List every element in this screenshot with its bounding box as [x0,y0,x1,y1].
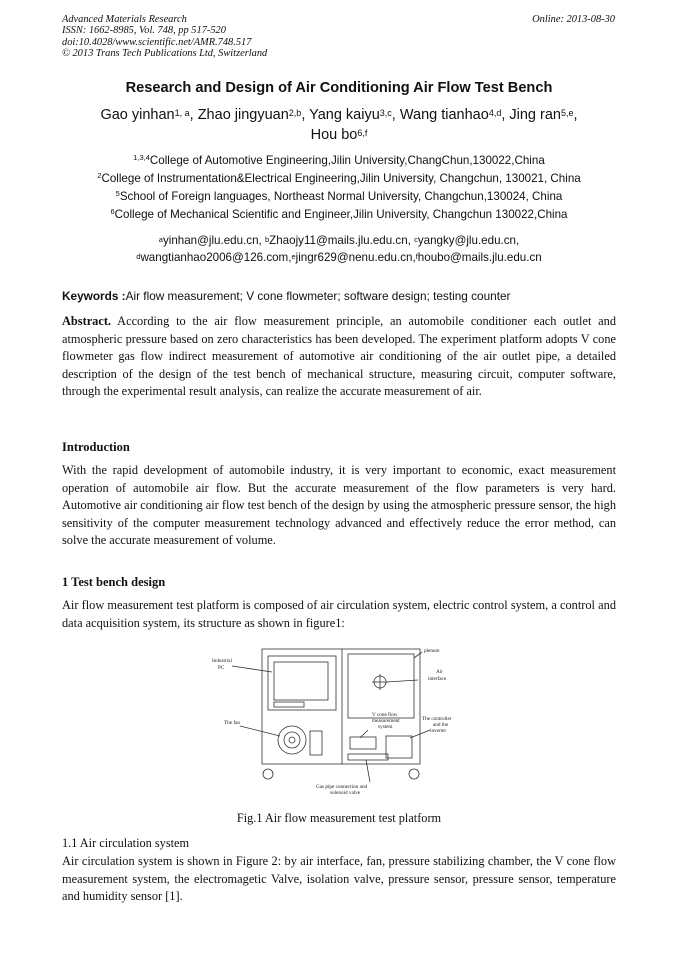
email-link[interactable]: yinhan@jlu.edu.cn, [162,234,265,247]
introduction-text: With the rapid development of automobile industry, it is very important to economic, exact measurement operation of automobile air flow. But the accurate measurement of the flow parameters is very hard. Automotive air conditioning air flow test bench of the design by using the atmospheric pressure sensor, the high sensitivity of the computer measurement technology advanced and effectively reduce the error method, can solve the accurate measurement of volume. [62,463,616,548]
email-link[interactable]: Zhaojy11@mails.jlu.edu.cn, [269,234,415,247]
label-air-interface: interface [428,676,447,682]
label-plenum: plenum [424,648,440,654]
label-gas-pipe: Gas pipe connection and [316,784,368,790]
label-controller: inverter [430,728,447,734]
author: Yang kaiyu$^{3,c}$ [309,107,392,123]
affiliation: $^5$School of Foreign languages, Northeast Normal University, Changchun,130024, China [115,189,563,203]
email-link[interactable]: yangky@jlu.edu.cn, [417,234,520,247]
section-heading-introduction: Introduction [62,440,130,454]
author: Jing ran$^{5,e}$ [509,107,574,123]
figure-test-platform [200,642,470,804]
fan-rotor [284,732,300,748]
affiliation: $^6$College of Mechanical Scientific and Engineer,Jilin University, Changchun 130022,China [110,207,568,221]
wheel [263,769,273,779]
journal-doi: doi:10.4028/www.scientific.net/AMR.748.517 [62,36,252,48]
author: Wang tianhao$^{4,d}$ [399,107,502,123]
affiliation: $^2$College of Instrumentation&Electrical Engineering,Jilin University, Changchun, 130021, China [97,171,581,185]
figure-caption: Fig.1 Air flow measurement test platform [236,811,442,825]
journal-name: Advanced Materials Research [62,14,187,25]
label-industrial-pc: Industrial [212,658,232,664]
email-link[interactable]: wangtianhao2006@126.com, [140,251,292,264]
paper-title: Research and Design of Air Conditioning Air Flow Test Bench [125,80,553,96]
label-vcone: system [378,724,393,730]
subsection-heading: 1.1 Air circulation system [62,836,190,850]
label-fan: The fan [224,720,240,726]
label-industrial-pc: PC [218,665,225,671]
abstract: Abstract. According to the air flow measurement principle, an automobile conditioner each outlet and atmospheric pressure based on zero characteristics has been developed. The experiment platform adopts V cone flowmeter gas flow indirect measurement of automotive air conditioning of the air outlet pipe, a detailed description of the design of the test bench of mechanical structure, measuring circuit, computer software, through the experimental result analysis, can realize the accurate measurement of air. [62,314,617,399]
affiliation: $^{1,3,4}$College of Automotive Engineering,Jilin University,ChangChun,130022,China [133,153,545,167]
journal-header [62,14,267,59]
label-vcone: V cone flow [372,712,398,718]
author: Gao yinhan$^{1, a}$ [100,107,190,123]
label-controller: The controller [422,716,452,722]
fan-hub [289,737,295,743]
gas-pipe [348,754,388,760]
section-heading-test-bench: 1 Test bench design [62,575,166,589]
pc-monitor [274,662,328,700]
email-link[interactable]: houbo@mails.jlu.edu.cn [417,251,542,264]
fan-housing [278,726,306,754]
label-air-interface: Air [436,669,443,675]
controller-inverter [386,736,412,758]
label-gas-pipe: solenoid valve [330,790,361,796]
journal-issn: ISSN: 1662-8985, Vol. 748, pp 517-520 [62,25,226,37]
journal-copyright: © 2013 Trans Tech Publications Ltd, Switzerland [62,47,268,59]
label-vcone: measurement [372,718,400,724]
author: Zhao jingyuan$^{2,b}$ [197,107,302,123]
label-controller: and the [433,722,449,728]
wheel [409,769,419,779]
plenum-box [348,654,414,718]
pc-keyboard [274,702,304,707]
email-list: $^a$yinhan@jlu.edu.cn, $^b$Zhaojy11@mails.jlu.edu.cn, $^c$yangky@jlu.edu.cn, $^d$wangtianhao2006@126.com,$^e$jingr629@nenu.edu.cn,$^f$houbo@mails.jlu.edu.cn [136,234,542,264]
author-list: Gao yinhan$^{1, a}$, Zhao jingyuan$^{2,b}$, Yang kaiyu$^{3,c}$, Wang tianhao$^{4,d}$, Jing ran$^{5,e}$, Hou bo$^{6,f}$ [100,107,578,143]
cabinet-outline [262,649,420,764]
email-link[interactable]: jingr629@nenu.edu.cn, [295,251,416,264]
keywords: Keywords :Air flow measurement; V cone flowmeter; software design; testing counter [62,289,511,303]
vcone-system [350,737,376,749]
subsection-text: Air circulation system is shown in Figure 2: by air interface, fan, pressure stabilizing chamber, the V cone flow measurement system, the electromagetic Valve, isolation valve, pressure sensor, pressure sensor, temperature and humidity sensor [1]. [62,854,616,904]
section1-text: Air flow measurement test platform is composed of air circulation system, electric control system, a control and data acquisition system, its structure as shown in figure1: [62,598,616,630]
fan-motor [310,731,322,755]
author: Hou bo$^{6,f}$ [310,127,368,143]
online-date: Online: 2013-08-30 [532,14,615,25]
